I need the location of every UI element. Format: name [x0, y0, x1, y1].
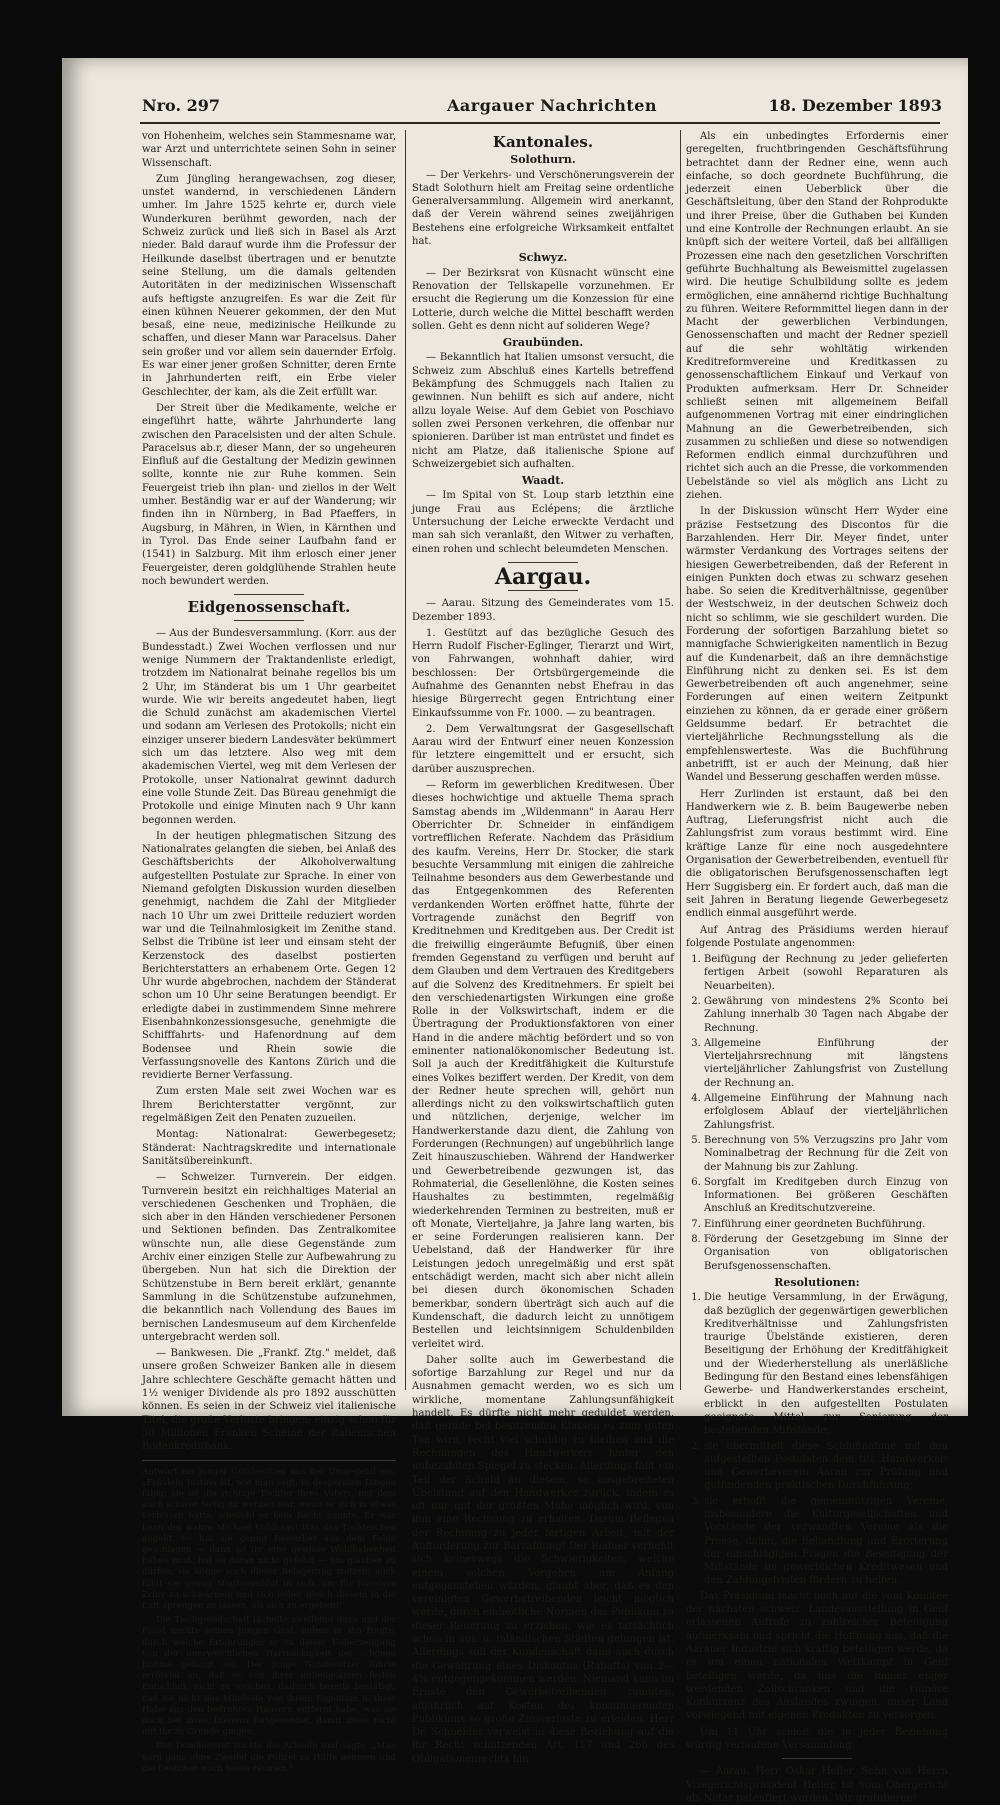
paragraph: In der Diskussion wünscht Herr Wyder eine präzise Festsetzung des Discontos für die Barzahlenden. Herr Dir. Meyer findet, unter wärmster Verdankung des Vortrages seitens der hiesigen Gewerbetreibenden, daß der Referent in einigen Punkten doch etwas zu schwarz gesehen habe. So seien die Kreditverhältnisse, gegenüber der Westschweiz, in der deutschen Schweiz doch nicht so schlimm, wie sie geschildert wurden. Die Forderung der sofortigen Barzahlung bietet so mannigfache Schwierigkeiten namentlich in Bezug auf die Kundenarbeit, daß an ihre demnächstige Einführung nicht zu denken sei. Es ist dem Gewerbetreibenden oft auch angenehmer, seine Forderungen auf einen weitern Zeitpunkt einziehen zu können, da er gerade einer größern Geldsumme bedarf. Er betrachtet die vierteljährliche Rechnungsstellung als die empfehlenswerteste. Was die Buchführung anbetrifft, ist er auch der Meinung, daß hier Wandel und Besserung geschaffen werden müsse.: [686, 506, 948, 784]
issue-number: Nro. 297: [142, 96, 220, 115]
column-3: [686, 130, 948, 1804]
paragraph: Herr Zurlinden ist erstaunt, daß bei den Handwerkern wie z. B. beim Baugewerbe neben Auftrag, Lieferungsfrist nicht auch die Zahlungsfrist zum voraus bestimmt wird. Eine kräftige Lanze für eine noch ausgedehntere Organisation der Gewerbetreibenden, eventuell für die obligatorischen Berufsgenossenschaften legt Herr Suggisberg ein. Er fordert auch, daß man die seit Jahren in Beratung liegende Gewerbegesetz endlich einmal ausgeführt werde.: [686, 788, 948, 920]
column-divider: [405, 130, 406, 1390]
paragraph: — Der Verkehrs- und Verschönerungsverein der Stadt Solothurn hielt am Freitag seine ordentliche Generalversammlung. Allgemein wird anerkannt, daß der Verein während seines zweijährigen Bestehens eine erfolgreiche Wirksamkeit entfaltet hat.: [412, 169, 674, 248]
paragraph: Das Präsidium macht noch auf die vom Komitee der nächsten schweiz. Landesausstellung in Genf erlassenen Aufrufe zu zahlreicher Beteiligung aufmerksam und spricht die Hoffnung aus, daß die Aarauer Industrie sich kräftig beteiligen werde, da es um einen nationalen Wettkampf in Genf beteiligen werde, da uns die immer enger werdenden Zollschranken und die ruinöse Konkurrenz des Auslandes zwingen, unser Land vorwiegend mit eigenen Produkten zu versorgen.: [686, 1590, 948, 1722]
section-heading-aargau: Aargau.: [494, 563, 592, 590]
list-item: 1. Die heutige Versammlung, in der Erwägung, daß bezüglich der gegenwärtigen gewerblichen Kreditverhältnisse und Zahlungsfristen traurige Übelstände existieren, deren Beseitigung der Erhöhung der Kreditfähigkeit und der Wiederherstellung als unerläßliche Bedingung für den Bestand eines lebensfähigen Gewerbe- und Handwerkerstandes erscheint, erblickt in den aufgestellten Postulaten geeignete Mittel zur Sanierung der bestehenden Mißstände;: [704, 1291, 948, 1437]
list-item: 5. Berechnung von 5% Verzugszins pro Jahr vom Nominalbetrag der Rechnung für die Zeit von der Mahnung bis zur Zahlung.: [704, 1134, 948, 1174]
list-item: 2. sie übermittelt diese Schlußnahme mit den aufgestellten Postulaten dem titl. Handwerker- und Gewerbeverein Aarau zur Prüfung und gutfindenden praktischen Durchführung;: [704, 1440, 948, 1493]
paragraph: Daher sollte auch im Gewerbestand die sofortige Barzahlung zur Regel und nur da Ausnahmen gemacht werden, wo es sich um wirkliche, momentane Zahlungsunfähigkeit handelt. Es dürfte nicht mehr geduldet werden, daß gerade bei besitzenden Klassen es zum guten Ton wird, recht viel schuldig zu bleiben und die Rechnungen des Handwerkers hinter den unbezahlten Spiegel zu stecken. Allerdings fällt ein Teil der Schuld an diesem, so ausgebreiteten Übelstand auf den Handwerker zurück, indem es oft nur mit der größten Mühe möglich wird, von ihm eine Rechnung zu erhalten. Darum Beilegen der Rechnung zu jeder fertigen Arbeit, mit der Aufforderung zur Barzahlung! Der Redner verhehlt sich keineswegs die Schwierigkeiten, welche einem solchen Vorgehen am Anfang entgegenstehen würden, glaubt aber, daß es den vereinigten Gewerbetreibenden leicht möglich werde, durch einheitliche Normen das Publikum zu dieser Reuerung zu erziehen, wie es tatsächlich schon in aus. u. inländischen Städten gelungen ist. Allerdings soll der Kundenschaft dann auch durch die Gewährung eines Diskontos (Rabatts) von 2—4% entgegengekommen werden. Niemand kann im Ernste den Gewerbetreibenden zumuten, alljährlich auf Kosten des konsumierenden Publikums so große Zinsverluste zu erleiden. Herr Dr. Schneider verweist in diese Beziehung auf die ihr Recht schützenden Art. 117 und 266 des Obligationenrechts hin.: [412, 1354, 674, 1765]
paragraph: 2. Dem Verwaltungsrat der Gasgesellschaft Aarau wird der Entwurf einer neuen Konzession für letztere eingemittelt und er ersucht, sich darüber auszusprechen.: [412, 723, 674, 775]
paragraph: — Bekanntlich hat Italien umsonst versucht, die Schweiz zum Abschluß eines Kartells betreffend Bekämpfung des Schmuggels nach Italien zu gewinnen. Nun behilft es sich auf andere, nicht allzu loyale Weise. Auf dem Gebiet von Poschiavo sollen zwei Personen verkehren, die offenbar nur spionieren. Darüber ist man entrüstet und findet es nicht am Platze, daß italienische Spione auf Schweizergebiet sich aufhalten.: [412, 352, 674, 470]
list-item: 4. Allgemeine Einführung der Mahnung nach erfolglosem Ablauf der vierteljährlichen Zahlungsfrist.: [704, 1092, 948, 1132]
divider: [782, 1758, 852, 1759]
divider: [508, 562, 578, 563]
paragraph: In der heutigen phlegmatischen Sitzung des Nationalrates gelangten die sieben, bei Anlaß des Geschäftsberichts der Alkoholverwaltung aufgestellten Postulate zur Sprache. In einer von Niemand gefolgten Diskussion wurden dieselben genehmigt, nachdem die Zahl der Mitglieder nach 10 Uhr um zwei Dritteile reduziert worden war und die Teilnahmlosigkeit im Zenithe stand. Selbst die Tribüne ist leer und einsam steht der Kerzenstock des daselbst postierten Berichterstatters an erhabenem Orte. Gegen 12 Uhr wurde abgebrochen, nachdem der Ständerat schon um 10 Uhr seine Beratungen beendigt. Er erledigte dabei in zustimmendem Sinne mehrere Eisenbahnkonzessionsgesuche, genehmigte die Schifffahrts- und Hafenordnung auf dem Bodensee und Rhein sowie die Verfassungsnovelle des Kantons Zürich und die revidierte Berner Verfassung.: [142, 830, 396, 1082]
newspaper-title: Aargauer Nachrichten: [447, 96, 658, 115]
paragraph: Als ein unbedingtes Erfordernis einer geregelten, fruchtbringenden Geschäftsführung betrachtet dann der Redner eine, wenn auch einfache, so doch geordnete Buchführung, die jederzeit einen Ueberblick über die Geschäftsleitung, über den Stand der Rohprodukte und ihrer Preise, über die Guthaben bei Kunden und eine Kontrolle der Rechnungen erlaubt. An sie knüpft sich der weitere Vorteil, daß bei allfälligen Prozessen eine nach den gesetzlichen Vorschriften geführte Buchhaltung als Beweismittel zugelassen wird. Die heutige Schulbildung sollte es jedem ermöglichen, eine annähernd richtige Buchhaltung zu führen. Weitere Reformmittel liegen dann in der Macht der gewerblichen Verbindungen, Genossenschaften und macht der Redner speziell auf die sehr wohltätig wirkenden Kreditreformvereine und Kreditkassen zu genossenschaftlichem Einkauf und Verkauf von Produkten aufmerksam. Herr Dr. Schneider schließt seinen mit allgemeinem Beifall aufgenommenen Vortrag mit einer eindringlichen Mahnung an die Gewerbetreibenden, sich zusammen zu schließen und diese so notwendigen Reformen endlich einmal durchzuführen und richtet sich auch an die Presse, die vorkommenden Uebelstände so viel als möglich ans Licht zu ziehen.: [686, 131, 948, 502]
paragraph: — Schweizer. Turnverein. Der eidgen. Turnverein besitzt ein reichhaltiges Material an verschiedenen Geschenken und Trophäen, die sich aber in den Händen verschiedener Personen und Sektionen befinden. Das Zentralkomitee wünschte nun, alle diese Gegenstände zum Archiv einer einzigen Stelle zur Aufbewahrung zu übergeben. Nun hat sich die Direktion der Schützenstube in Bern bereit erklärt, genannte Sammlung in die Schützenstube aufzunehmen, die bekanntlich nach Vollendung des Baues im bernischen Landesmuseum auf dem Kirchenfelde untergebracht werden soll.: [142, 1172, 396, 1343]
paragraph: — Bankwesen. Die „Frankf. Ztg." meldet, daß unsere großen Schweizer Banken alle in diesem Jahre schlechtere Geschäfte gemacht hätten und 1½ weniger Dividende als pro 1892 ausschütten können. Es seien in der Schweiz viel italienische Titel, die große Verluste bringen; einzig schon für 30 Millionen Franken Scheine der italienischen Bodenkreditbank.: [142, 1348, 396, 1453]
subheading-resolutionen: Resolutionen:: [774, 1275, 860, 1289]
section-heading-kantonales: Kantonales.: [492, 133, 594, 151]
feuilleton-paragraph: Antwort ein junger Gutsbesitzer aus der Umgegend ein. „Fräulein Justina ist, wie man sagt, in desperaten Dingen fähig; sie ist die richtige Tochter ihres Vaters, mit dem auch schwer fertig zu werden war, wenn er sich in etwas verbissen hatte, wiewohl er kein Recht nannte. Er war bann der wahre Michael Kohlhaas! Was das Töchterchen angeht, so hat sie genug Bewerber aus dem Felde geschlagen — dann ist ihr eine gewisse Wohlhabenheit haben muß, hat es daran nicht gefehlt — um glauben zu dürfen, sie könne auch dieser Belagerung trotzen; auch fühlt sie genug Magharenblut in sich, um für Nicolaus Zriny zu schwärmen und sich lieber gleich diesem in die Luft sprengen zu lassen, als sich zu ergeben!": [142, 1466, 396, 1611]
paragraph: Der Streit über die Medikamente, welche er eingeführt hatte, währte Jahrhunderte lang zwischen den Paracelsisten und der alten Schule. Paracelsus ab.r, dieser Mann, der so ungeheuren Einfluß auf die Gestaltung der Medizin gewinnen sollte, konnte nie zur Ruhe kommen. Sein Feuergeist trieb ihn plan- und ziellos in der Welt umher. Beständig war er auf der Wanderung; wir finden ihn in Nürnberg, in Bad Pfaeffers, in Augsburg, in Mähren, in Wien, in Kärnthen und in Tyrol. Das Ende seiner Laufbahn fand er (1541) in Salzburg. Mit ihm erlosch einer jener Feuergeister, deren goldglühende Strahlen heute noch bewundert werden.: [142, 402, 396, 587]
subheading-waadt: Waadt.: [521, 474, 565, 488]
list-item: 6. Sorgfalt im Kreditgeben durch Einzug von Informationen. Bei größeren Geschäften Anschluß an Kreditschutzvereine.: [704, 1176, 948, 1216]
issue-date: 18. Dezember 1893: [768, 96, 942, 115]
divider: [234, 594, 304, 595]
masthead-rule: [140, 122, 940, 124]
paragraph: Um 11 Uhr schloß die in jeder Beziehung würdig verlaufene Versammlung.: [686, 1726, 948, 1752]
subheading-solothurn: Solothurn.: [510, 153, 576, 167]
paragraph: 1. Gestützt auf das bezügliche Gesuch des Herrn Rudolf Fischer-Eglinger, Tierarzt und Wirt, von Fahrwangen, wohnhaft dahier, wird beschlossen: Der Ortsbürgergemeinde die Aufnahme des Genannten nebst Ehefrau in das hiesige Bürgerrecht gegen Entrichtung einer Einkaufssumme von Fr. 1000. — zu beantragen.: [412, 627, 674, 719]
paragraph: — Im Spital von St. Loup starb letzthin eine junge Frau aus Eclépens; die ärztliche Untersuchung der Leiche erweckte Verdacht und man sah sich veranlaßt, den Witwer zu verhaften, einen rohen und schlecht beleumdeten Menschen.: [412, 490, 674, 555]
paragraph: Zum Jüngling herangewachsen, zog dieser, unstet wandernd, in verschiedenen Ländern umher. Im Jahre 1525 kehrte er, durch viele Wunderkuren berühmt geworden, nach der Schweiz zurück und ließ sich in Basel als Arzt nieder. Bald darauf wurde ihm die Professur der Heilkunde daselbst übertragen und er benutzte seine Stellung, um die damals geltenden Autoritäten in der medizinischen Wissenschaft aufs heftigste anzugreifen. Es war die Zeit für einen kühnen Neuerer gekommen, der den Mut besaß, eine neue, medizinische Heilkunde zu schaffen, und dieser Mann war Paracelsus. Daher sein großer und vor allem sein dauernder Erfolg. Es war einer jener großen Schnitter, deren Ernte in Jahrhunderten reift, ein Erbe vieler Geschlechter, der kam, als die Zeit erfüllt war.: [142, 173, 396, 398]
postulate-list: [686, 953, 948, 1273]
resolution-list: [686, 1291, 948, 1588]
section-heading-eidgenossenschaft: Eidgenossenschaft.: [187, 598, 351, 617]
list-item: 3. sie erhofft die gemeinnützigen Vereine, insbesondere die Kulturgesellschaften und Vorstände der verwandten Vereine als die Presse, dahin, die Behandlung und Erörterung der einschlägigen Fragen die Beseitigung der Mißstände im gewerblichen Kreditwesen und den Zahlungsfristen fördern zu helfen.: [704, 1495, 948, 1588]
paragraph: Auf Antrag des Präsidiums werden hierauf folgende Postulate angenommen:: [686, 924, 948, 949]
divider: [508, 590, 578, 591]
list-item: 2. Gewährung von mindestens 2% Sconto bei Zahlung innerhalb 30 Tagen nach Abgabe der Rechnung.: [704, 995, 948, 1035]
paragraph: — Der Bezirksrat von Küsnacht wünscht eine Renovation der Tellskapelle vorzunehmen. Er ersucht die Regierung um die Konzession für eine Lotterie, durch welche die Mittel beschafft werden sollen. Geht es denn nicht auf solideren Wege?: [412, 267, 674, 332]
column-2: [412, 130, 674, 1765]
paragraph: — Aarau. Sitzung des Gemeinderates vom 15. Dezember 1893.: [412, 598, 674, 623]
paragraph: — Aus der Bundesversammlung. (Korr. aus der Bundesstadt.) Zwei Wochen verflossen und nur wenige Nummern der Traktandenliste erledigt, trotzdem im Nationalrat beinahe regellos bis um 2 Uhr, im Ständerat bis um 1 Uhr gearbeitet wurde. Wie wir bereits angedeutet haben, liegt die Schuld zunächst am akademischen Viertel und sodann am Verlesen des Protokolls; nicht ein einziger unserer biedern Landesväter bekümmert sich um das letztere. Also weg mit dem akademischen Viertel, weg mit dem Verlesen der Protokolle, unser Nationalrat gewinnt dadurch eine volle Stunde Zeit. Das Büreau genehmigt die Protokolle und einige Minuten nach 9 Uhr kann begonnen werden.: [142, 628, 396, 826]
feuilleton-rule: [142, 1460, 396, 1461]
divider: [234, 620, 304, 621]
column-divider: [680, 130, 681, 1390]
subheading-schwyz: Schwyz.: [518, 251, 568, 265]
list-item: 7. Einführung einer geordneten Buchführung.: [704, 1218, 948, 1231]
list-item: 3. Allgemeine Einführung der Vierteljahrsrechnung mit längstens vierteljährlicher Zahlungsfrist von Zustellung der Rechnung an.: [704, 1037, 948, 1090]
feuilleton-paragraph: Die Tischgesellschaft lächelte zweifelnd dazu und der Fürst neckte seinen jungen Gast, indem er ihn fragte, durch welche Erfahrungen er zu dieser Ueberzeugung von der unerweichlichen Hartnäckigkeit der schönen Justina gelangt sei. Der junge Gutsbesitzer führte errötend an, daß er von ihrer unbeugsamen festen Entschluß, nicht zu weichen, dadurch bereits bestätigt, daß sie nicht das Mindeste von ihrem Eigentum u. ihrer Habe aus den bedrohten Häusern entfernt habe, was sie doch bei ihren Dienern fortgesendet, damit diese nicht mit ihr zu Grunde gingen.: [142, 1615, 396, 1738]
paragraph: — Aarau. Herr Oskar Heller, Sohn von Herrn Vizegerichtspräsident Heller, ist vom Obergericht als Notar patentiert worden. Wir gratulieren!: [686, 1766, 948, 1804]
paragraph: von Hohenheim, welches sein Stammesname war, war Arzt und unterrichtete seinen Sohn in seiner Wissenschaft.: [142, 131, 396, 169]
feuilleton-paragraph: Der Domänenrat zuckte die Achseln und sagte: „Man wird ganz ohne Zweifel die Polizei zu Hülfe nehmen und die Leutchen noch heute räumen.": [142, 1741, 396, 1774]
list-item: 8. Förderung der Gesetzgebung im Sinne der Organisation von obligatorischen Berufsgenossenschaften.: [704, 1233, 948, 1273]
list-item: 1. Beifügung der Rechnung zu jeder gelieferten fertigen Arbeit (sowohl Reparaturen als Neuarbeiten).: [704, 953, 948, 993]
column-1: [142, 130, 396, 1774]
subheading-graubuenden: Graubünden.: [502, 336, 584, 350]
paragraph: Zum ersten Male seit zwei Wochen war es Ihrem Berichterstatter vergönnt, zur regelmäßigen Zeit den Penaten zuzueilen.: [142, 1086, 396, 1125]
paragraph: Montag: Nationalrat: Gewerbegesetz; Ständerat: Nachtragskredite und internationale Sanitätsübereinkunft.: [142, 1129, 396, 1167]
paragraph: — Reform im gewerblichen Kreditwesen. Über dieses hochwichtige und aktuelle Thema sprach Samstag abends im „Wildenmann" in Aarau Herr Oberrichter Dr. Schneider in einfändigem vortrefflichen Referate. Nachdem das Präsidium des kaufm. Vereins, Herr Dr. Stocker, die stark besuchte Versammlung mit einigen die zahlreiche Teilnahme besonders aus dem Gewerbestande und das Entgegenkommen des Referenten verdankenden Worten eröffnet hatte, führte der Vortragende zunächst den Begriff von Kreditnehmen und Kreditgeben aus. Der Credit ist die freiwillig eingeräumte Befugniß, über einen fremden Gegenstand zu verfügen und beruht auf dem Glauben und dem Vertrauen des Kreditgebers auf die Solvenz des Kreditnehmers. Er spielt bei den verschiedenartigsten Wirkungen eine große Rolle in der Volkswirtschaft, indem er die Übertragung der Produktionsfaktoren von einer Hand in die andere mächtig befördert und so von eminenter nationalökonomischer Bedeutung ist. Soll ja auch der Kreditfähigkeit die Kulturstufe eines Volkes beziffert werden. Der Kredit, von dem der Redner heute sprechen will, gehört nun allerdings nicht zu den volkswirtschaftlich guten und nützlichen, derjenige, welcher im Handwerkerstande dazu dient, die Zahlung von Forderungen (Rechnungen) auf ungebührlich lange Zeit hinauszuschieben. Während der Handwerker und Gewerbetreibende gezwungen ist, das Rohmaterial, die Gesellenlöhne, die Kosten seines Haushaltes zu bestimmten, regelmäßig wiederkehrenden Terminen zu bestreiten, muß er oft Monate, Vierteljahre, ja Jahre lang warten, bis er seine Forderungen realisieren kann. Der Uebelstand, daß der Handwerker für ihre Leistungen jedoch unregelmäßig und erst spät entschädigt werden, macht sich aber nicht allein bei diesen durch ökonomischen Schaden bemerkbar, sondern überträgt sich auch auf die Kundenschaft, die dadurch leicht zu unnötigem Bestellen und leichtsinnigem Schuldenbilden verleitet wird.: [412, 780, 674, 1350]
